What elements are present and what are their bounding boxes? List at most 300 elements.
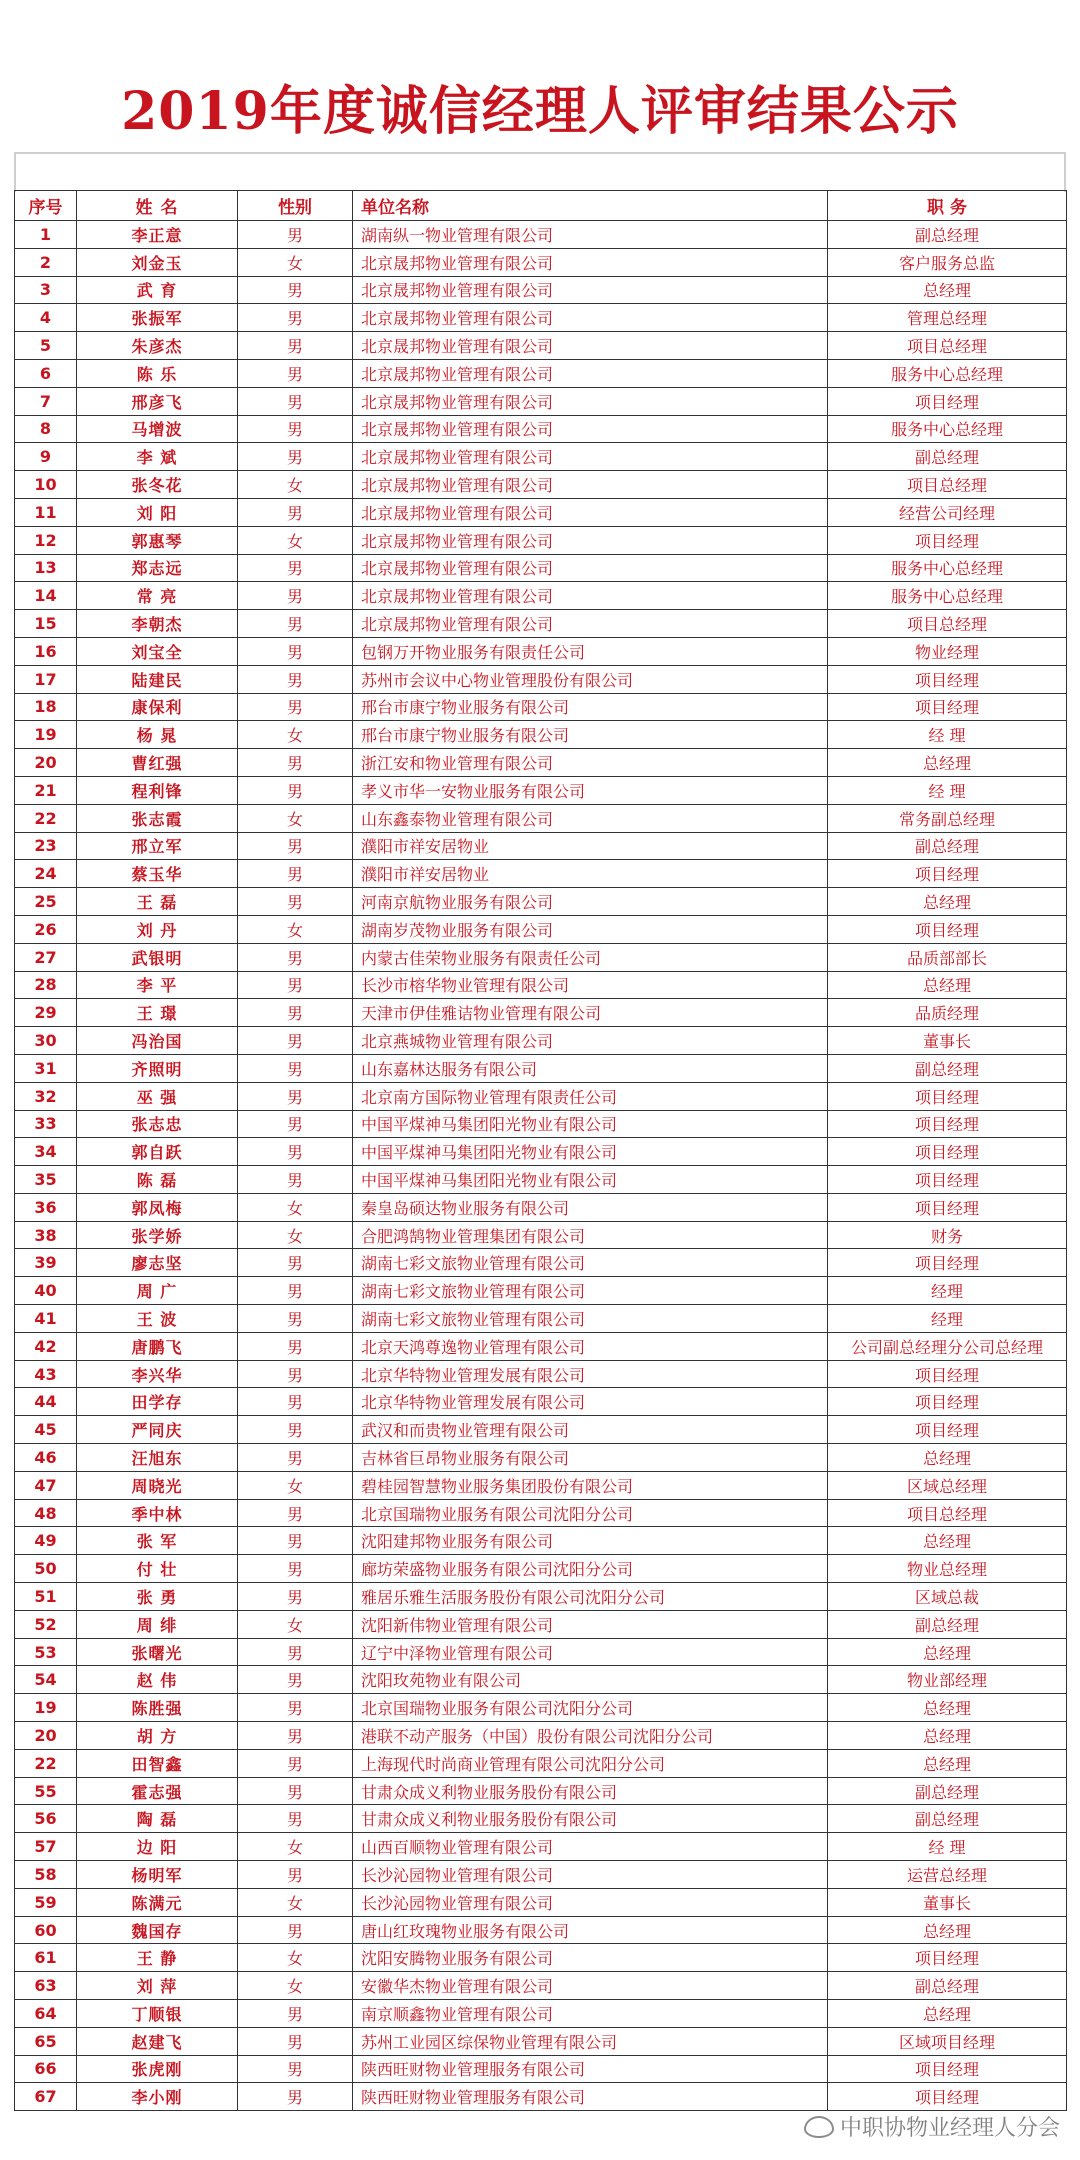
table-row — [15, 1166, 1067, 1194]
cell-gender: 男 — [238, 1694, 353, 1722]
cell-name: 李 斌 — [77, 443, 238, 471]
cell-gender: 男 — [238, 1249, 353, 1277]
cell-gender: 男 — [238, 1444, 353, 1472]
cell-name: 巫 强 — [77, 1082, 238, 1110]
cell-serial: 46 — [15, 1444, 77, 1472]
cell-position: 项目经理 — [828, 1944, 1067, 1972]
cell-position: 服务中心总经理 — [828, 554, 1067, 582]
cell-unit: 北京晟邦物业管理有限公司 — [353, 276, 828, 304]
cell-gender: 男 — [238, 1332, 353, 1360]
cell-unit: 长沙市榕华物业管理有限公司 — [353, 971, 828, 999]
cell-gender: 男 — [238, 1305, 353, 1333]
cell-gender: 男 — [238, 749, 353, 777]
cell-serial: 43 — [15, 1360, 77, 1388]
cell-position: 项目总经理 — [828, 610, 1067, 638]
cell-serial: 44 — [15, 1388, 77, 1416]
table-row — [15, 693, 1067, 721]
cell-position: 副总经理 — [828, 1777, 1067, 1805]
cell-position: 总经理 — [828, 1694, 1067, 1722]
cell-unit: 浙江安和物业管理有限公司 — [353, 749, 828, 777]
cell-unit: 北京晟邦物业管理有限公司 — [353, 332, 828, 360]
cell-gender: 男 — [238, 2055, 353, 2083]
cell-gender: 男 — [238, 943, 353, 971]
cell-unit: 沈阳安腾物业服务有限公司 — [353, 1944, 828, 1972]
page-title: 2019年度诚信经理人评审结果公示 — [121, 81, 959, 142]
cell-name: 李 平 — [77, 971, 238, 999]
table-row — [15, 1749, 1067, 1777]
cell-serial: 58 — [15, 1861, 77, 1889]
cell-gender: 男 — [238, 860, 353, 888]
cell-name: 陈 乐 — [77, 359, 238, 387]
cell-unit: 中国平煤神马集团阳光物业有限公司 — [353, 1110, 828, 1138]
table-row — [15, 776, 1067, 804]
table-row — [15, 1082, 1067, 1110]
table-row — [15, 304, 1067, 332]
cell-position: 服务中心总经理 — [828, 415, 1067, 443]
table-row — [15, 832, 1067, 860]
cell-position: 总经理 — [828, 1527, 1067, 1555]
cell-unit: 上海现代时尚商业管理有限公司沈阳分公司 — [353, 1749, 828, 1777]
results-table — [14, 190, 1067, 2111]
cell-unit: 甘肃众成义利物业服务股份有限公司 — [353, 1777, 828, 1805]
cell-name: 冯治国 — [77, 1027, 238, 1055]
cell-unit: 唐山红玫瑰物业服务有限公司 — [353, 1916, 828, 1944]
cell-gender: 男 — [238, 1416, 353, 1444]
table-row — [15, 1638, 1067, 1666]
cell-position: 副总经理 — [828, 221, 1067, 249]
cell-gender: 男 — [238, 582, 353, 610]
cell-unit: 北京晟邦物业管理有限公司 — [353, 582, 828, 610]
cell-unit: 港联不动产服务（中国）股份有限公司沈阳分公司 — [353, 1722, 828, 1750]
cell-serial: 17 — [15, 665, 77, 693]
cell-position: 董事长 — [828, 1027, 1067, 1055]
cell-name: 王 波 — [77, 1305, 238, 1333]
cell-position: 项目经理 — [828, 2055, 1067, 2083]
cell-position: 总经理 — [828, 971, 1067, 999]
cell-name: 边 阳 — [77, 1833, 238, 1861]
cell-serial: 4 — [15, 304, 77, 332]
cell-gender: 女 — [238, 471, 353, 499]
cell-name: 李朝杰 — [77, 610, 238, 638]
table-row — [15, 221, 1067, 249]
cell-unit: 秦皇岛硕达物业服务有限公司 — [353, 1193, 828, 1221]
cell-serial: 16 — [15, 637, 77, 665]
cell-gender: 男 — [238, 359, 353, 387]
cell-serial: 23 — [15, 832, 77, 860]
cell-name: 魏国存 — [77, 1916, 238, 1944]
table-row — [15, 1527, 1067, 1555]
cell-position: 项目经理 — [828, 1249, 1067, 1277]
cell-serial: 24 — [15, 860, 77, 888]
cell-name: 张振军 — [77, 304, 238, 332]
table-row — [15, 610, 1067, 638]
cell-unit: 北京晟邦物业管理有限公司 — [353, 248, 828, 276]
cell-name: 王 璟 — [77, 999, 238, 1027]
table-row — [15, 1777, 1067, 1805]
table-row — [15, 1249, 1067, 1277]
cell-serial: 66 — [15, 2055, 77, 2083]
table-row — [15, 443, 1067, 471]
cell-name: 丁顺银 — [77, 2000, 238, 2028]
table-row — [15, 860, 1067, 888]
cell-unit: 北京天鸿尊逸物业管理有限公司 — [353, 1332, 828, 1360]
table-row — [15, 665, 1067, 693]
cell-unit: 苏州工业园区综保物业管理有限公司 — [353, 2027, 828, 2055]
cell-unit: 湖南七彩文旅物业管理有限公司 — [353, 1277, 828, 1305]
cell-serial: 2 — [15, 248, 77, 276]
cell-serial: 33 — [15, 1110, 77, 1138]
cell-serial: 34 — [15, 1138, 77, 1166]
cell-serial: 12 — [15, 526, 77, 554]
cell-name: 郑志远 — [77, 554, 238, 582]
cell-gender: 男 — [238, 1555, 353, 1583]
cell-name: 马增波 — [77, 415, 238, 443]
table-row — [15, 1805, 1067, 1833]
cell-position: 项目经理 — [828, 1416, 1067, 1444]
table-row — [15, 582, 1067, 610]
cell-name: 李兴华 — [77, 1360, 238, 1388]
table-row — [15, 1388, 1067, 1416]
table-row — [15, 471, 1067, 499]
table-row — [15, 2083, 1067, 2111]
cell-name: 王 静 — [77, 1944, 238, 1972]
cell-serial: 47 — [15, 1471, 77, 1499]
cell-position: 项目经理 — [828, 915, 1067, 943]
cell-unit: 廊坊荣盛物业服务有限公司沈阳分公司 — [353, 1555, 828, 1583]
cell-gender: 女 — [238, 804, 353, 832]
table-row — [15, 1916, 1067, 1944]
cell-gender: 男 — [238, 888, 353, 916]
table-row — [15, 1471, 1067, 1499]
cell-name: 刘 萍 — [77, 1972, 238, 2000]
table-row — [15, 415, 1067, 443]
cell-position: 项目总经理 — [828, 332, 1067, 360]
table-row — [15, 1277, 1067, 1305]
cell-unit: 辽宁中泽物业管理有限公司 — [353, 1638, 828, 1666]
table-row — [15, 1972, 1067, 2000]
cell-unit: 濮阳市祥安居物业 — [353, 860, 828, 888]
cell-position: 经营公司经理 — [828, 498, 1067, 526]
cell-position: 经 理 — [828, 721, 1067, 749]
cell-serial: 54 — [15, 1666, 77, 1694]
cell-position: 物业经理 — [828, 637, 1067, 665]
cell-name: 张志忠 — [77, 1110, 238, 1138]
table-row — [15, 2000, 1067, 2028]
cell-position: 区域总裁 — [828, 1583, 1067, 1611]
cell-unit: 北京南方国际物业管理有限责任公司 — [353, 1082, 828, 1110]
cell-serial: 49 — [15, 1527, 77, 1555]
cell-gender: 男 — [238, 276, 353, 304]
cell-gender: 女 — [238, 721, 353, 749]
cell-gender: 男 — [238, 1054, 353, 1082]
cell-unit: 苏州市会议中心物业管理股份有限公司 — [353, 665, 828, 693]
table-row — [15, 248, 1067, 276]
cell-gender: 男 — [238, 2000, 353, 2028]
cell-name: 陆建民 — [77, 665, 238, 693]
cell-position: 总经理 — [828, 1444, 1067, 1472]
cell-position: 区域项目经理 — [828, 2027, 1067, 2055]
cell-unit: 武汉和而贵物业管理有限公司 — [353, 1416, 828, 1444]
cell-unit: 湖南七彩文旅物业管理有限公司 — [353, 1249, 828, 1277]
header-position: 职 务 — [828, 191, 1067, 221]
cell-gender: 男 — [238, 637, 353, 665]
cell-unit: 北京晟邦物业管理有限公司 — [353, 443, 828, 471]
table-row — [15, 276, 1067, 304]
cell-serial: 21 — [15, 776, 77, 804]
table-row — [15, 2055, 1067, 2083]
cell-unit: 湖南七彩文旅物业管理有限公司 — [353, 1305, 828, 1333]
cell-unit: 雅居乐雅生活服务股份有限公司沈阳分公司 — [353, 1583, 828, 1611]
cell-unit: 碧桂园智慧物业服务集团股份有限公司 — [353, 1471, 828, 1499]
cell-gender: 男 — [238, 304, 353, 332]
cell-gender: 男 — [238, 1777, 353, 1805]
cell-name: 曹红强 — [77, 749, 238, 777]
cell-position: 副总经理 — [828, 1805, 1067, 1833]
cell-gender: 男 — [238, 415, 353, 443]
cell-position: 副总经理 — [828, 1610, 1067, 1638]
cell-unit: 北京晟邦物业管理有限公司 — [353, 415, 828, 443]
table-row — [15, 359, 1067, 387]
cell-gender: 男 — [238, 1082, 353, 1110]
cell-position: 公司副总经理分公司总经理 — [828, 1332, 1067, 1360]
cell-name: 陈满元 — [77, 1888, 238, 1916]
table-row — [15, 2027, 1067, 2055]
cell-unit: 天津市伊佳雅诘物业管理有限公司 — [353, 999, 828, 1027]
cell-gender: 男 — [238, 1388, 353, 1416]
table-row — [15, 1833, 1067, 1861]
sheet-blank-row — [14, 152, 1066, 192]
cell-name: 郭自跃 — [77, 1138, 238, 1166]
cell-serial: 15 — [15, 610, 77, 638]
cell-unit: 山西百顺物业管理有限公司 — [353, 1833, 828, 1861]
cell-serial: 8 — [15, 415, 77, 443]
cell-name: 廖志坚 — [77, 1249, 238, 1277]
table-row — [15, 1054, 1067, 1082]
cell-unit: 濮阳市祥安居物业 — [353, 832, 828, 860]
cell-name: 季中林 — [77, 1499, 238, 1527]
cell-name: 刘 阳 — [77, 498, 238, 526]
cell-name: 刘金玉 — [77, 248, 238, 276]
cell-name: 赵 伟 — [77, 1666, 238, 1694]
cell-name: 李小刚 — [77, 2083, 238, 2111]
cell-gender: 男 — [238, 1749, 353, 1777]
cell-serial: 65 — [15, 2027, 77, 2055]
cell-position: 经理 — [828, 1277, 1067, 1305]
cell-unit: 北京燕城物业管理有限公司 — [353, 1027, 828, 1055]
cell-unit: 北京晟邦物业管理有限公司 — [353, 610, 828, 638]
table-row — [15, 1555, 1067, 1583]
cell-serial: 48 — [15, 1499, 77, 1527]
cell-unit: 中国平煤神马集团阳光物业有限公司 — [353, 1166, 828, 1194]
cell-unit: 陕西旺财物业管理服务有限公司 — [353, 2083, 828, 2111]
cell-serial: 1 — [15, 221, 77, 249]
header-gender: 性别 — [238, 191, 353, 221]
cell-serial: 45 — [15, 1416, 77, 1444]
cell-serial: 40 — [15, 1277, 77, 1305]
cell-position: 总经理 — [828, 1638, 1067, 1666]
cell-serial: 27 — [15, 943, 77, 971]
cell-position: 品质部部长 — [828, 943, 1067, 971]
cell-gender: 男 — [238, 387, 353, 415]
table-row — [15, 888, 1067, 916]
table-row — [15, 1499, 1067, 1527]
cell-serial: 63 — [15, 1972, 77, 2000]
table-row — [15, 1944, 1067, 1972]
cell-unit: 北京晟邦物业管理有限公司 — [353, 359, 828, 387]
cell-unit: 邢台市康宁物业服务有限公司 — [353, 693, 828, 721]
cell-position: 副总经理 — [828, 1972, 1067, 2000]
table-row — [15, 1110, 1067, 1138]
cell-gender: 女 — [238, 1972, 353, 2000]
cell-serial: 42 — [15, 1332, 77, 1360]
cell-gender: 女 — [238, 248, 353, 276]
cell-gender: 男 — [238, 2027, 353, 2055]
cell-name: 程利锋 — [77, 776, 238, 804]
table-row — [15, 1138, 1067, 1166]
cell-unit: 长沙沁园物业管理有限公司 — [353, 1888, 828, 1916]
cell-unit: 北京晟邦物业管理有限公司 — [353, 471, 828, 499]
cell-name: 张 勇 — [77, 1583, 238, 1611]
cell-unit: 北京国瑞物业服务有限公司沈阳分公司 — [353, 1499, 828, 1527]
cell-serial: 36 — [15, 1193, 77, 1221]
cell-position: 总经理 — [828, 749, 1067, 777]
cell-name: 康保利 — [77, 693, 238, 721]
cell-serial: 25 — [15, 888, 77, 916]
cell-position: 项目经理 — [828, 1110, 1067, 1138]
cell-gender: 男 — [238, 1110, 353, 1138]
header-unit: 单位名称 — [353, 191, 828, 221]
cell-name: 张学娇 — [77, 1221, 238, 1249]
cell-serial: 20 — [15, 749, 77, 777]
cell-serial: 9 — [15, 443, 77, 471]
table-row — [15, 971, 1067, 999]
cell-name: 武银明 — [77, 943, 238, 971]
cell-name: 杨 晁 — [77, 721, 238, 749]
cell-name: 蔡玉华 — [77, 860, 238, 888]
cell-gender: 男 — [238, 1861, 353, 1889]
table-row — [15, 1583, 1067, 1611]
cell-position: 项目经理 — [828, 693, 1067, 721]
cell-name: 付 壮 — [77, 1555, 238, 1583]
cell-name: 齐照明 — [77, 1054, 238, 1082]
wechat-icon — [804, 2116, 834, 2138]
cell-position: 经理 — [828, 1305, 1067, 1333]
cell-gender: 男 — [238, 1666, 353, 1694]
cell-position: 副总经理 — [828, 443, 1067, 471]
cell-name: 陈胜强 — [77, 1694, 238, 1722]
cell-serial: 3 — [15, 276, 77, 304]
cell-serial: 61 — [15, 1944, 77, 1972]
cell-name: 田智鑫 — [77, 1749, 238, 1777]
cell-serial: 19 — [15, 1694, 77, 1722]
cell-unit: 沈阳建邦物业服务有限公司 — [353, 1527, 828, 1555]
cell-gender: 女 — [238, 1888, 353, 1916]
cell-serial: 64 — [15, 2000, 77, 2028]
cell-position: 总经理 — [828, 888, 1067, 916]
cell-position: 经 理 — [828, 776, 1067, 804]
table-row — [15, 749, 1067, 777]
cell-position: 项目经理 — [828, 2083, 1067, 2111]
cell-serial: 7 — [15, 387, 77, 415]
cell-gender: 女 — [238, 1833, 353, 1861]
cell-unit: 长沙沁园物业管理有限公司 — [353, 1861, 828, 1889]
cell-name: 周晓光 — [77, 1471, 238, 1499]
table-row — [15, 721, 1067, 749]
cell-gender: 男 — [238, 693, 353, 721]
cell-unit: 河南京航物业服务有限公司 — [353, 888, 828, 916]
table-row — [15, 332, 1067, 360]
cell-name: 张志霞 — [77, 804, 238, 832]
cell-name: 郭凤梅 — [77, 1193, 238, 1221]
cell-position: 项目经理 — [828, 387, 1067, 415]
cell-serial: 60 — [15, 1916, 77, 1944]
cell-name: 周 广 — [77, 1277, 238, 1305]
cell-gender: 女 — [238, 526, 353, 554]
cell-name: 张冬花 — [77, 471, 238, 499]
cell-gender: 男 — [238, 1638, 353, 1666]
cell-name: 胡 方 — [77, 1722, 238, 1750]
cell-serial: 57 — [15, 1833, 77, 1861]
table-row — [15, 1027, 1067, 1055]
cell-position: 项目经理 — [828, 1360, 1067, 1388]
cell-position: 服务中心总经理 — [828, 582, 1067, 610]
cell-serial: 35 — [15, 1166, 77, 1194]
cell-position: 董事长 — [828, 1888, 1067, 1916]
cell-serial: 28 — [15, 971, 77, 999]
cell-position: 总经理 — [828, 1749, 1067, 1777]
cell-position: 项目经理 — [828, 526, 1067, 554]
cell-name: 严同庆 — [77, 1416, 238, 1444]
cell-serial: 19 — [15, 721, 77, 749]
cell-unit: 内蒙古佳荣物业服务有限责任公司 — [353, 943, 828, 971]
cell-gender: 男 — [238, 443, 353, 471]
table-row — [15, 1221, 1067, 1249]
cell-gender: 女 — [238, 1221, 353, 1249]
cell-unit: 南京顺鑫物业管理有限公司 — [353, 2000, 828, 2028]
cell-serial: 67 — [15, 2083, 77, 2111]
cell-position: 副总经理 — [828, 1054, 1067, 1082]
cell-gender: 男 — [238, 1527, 353, 1555]
cell-serial: 38 — [15, 1221, 77, 1249]
cell-serial: 55 — [15, 1777, 77, 1805]
table-row — [15, 1722, 1067, 1750]
cell-serial: 32 — [15, 1082, 77, 1110]
cell-position: 服务中心总经理 — [828, 359, 1067, 387]
cell-serial: 31 — [15, 1054, 77, 1082]
table-row — [15, 999, 1067, 1027]
table-row — [15, 1694, 1067, 1722]
cell-unit: 包钢万开物业服务有限责任公司 — [353, 637, 828, 665]
cell-gender: 男 — [238, 1805, 353, 1833]
table-row — [15, 1305, 1067, 1333]
cell-gender: 男 — [238, 332, 353, 360]
cell-gender: 男 — [238, 1277, 353, 1305]
cell-unit: 北京晟邦物业管理有限公司 — [353, 304, 828, 332]
cell-gender: 男 — [238, 1916, 353, 1944]
table-row — [15, 1888, 1067, 1916]
cell-serial: 20 — [15, 1722, 77, 1750]
table-row — [15, 498, 1067, 526]
cell-gender: 女 — [238, 1471, 353, 1499]
cell-gender: 男 — [238, 665, 353, 693]
watermark-text: 中职协物业经理人分会 — [839, 2116, 1060, 2141]
cell-name: 武 育 — [77, 276, 238, 304]
cell-serial: 5 — [15, 332, 77, 360]
cell-serial: 26 — [15, 915, 77, 943]
cell-serial: 29 — [15, 999, 77, 1027]
cell-gender: 男 — [238, 999, 353, 1027]
cell-unit: 孝义市华一安物业服务有限公司 — [353, 776, 828, 804]
